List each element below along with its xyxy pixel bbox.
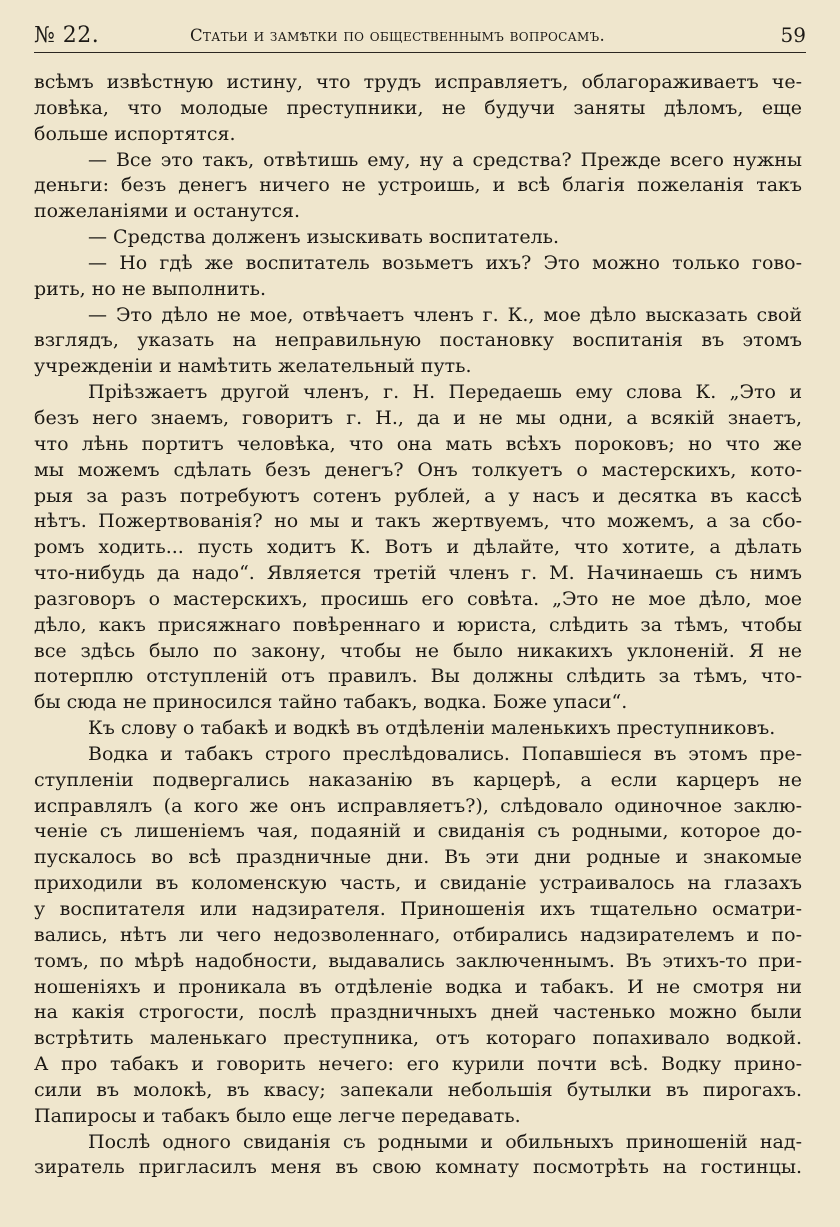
- text-line: рыя за разъ потребуютъ сотенъ рублей, а у насъ и десятка въ кассѣ: [34, 484, 802, 507]
- text-line: на какія строгости, послѣ праздничныхъ дней частенько можно были: [34, 1001, 802, 1024]
- text-line: что-нибудь да надо“. Является третій членъ г. М. Начинаешь съ нимъ: [34, 562, 802, 585]
- text-line: пожеланіями и останутся.: [34, 200, 301, 223]
- text-line: вались, нѣтъ ли чего недозволеннаго, отбирались надзирателемъ и по-: [34, 923, 802, 946]
- text-line: безъ него знаемъ, говоритъ г. Н., да и не мы одни, а всякій знаетъ,: [34, 406, 802, 429]
- text-line: ношеніяхъ и проникала въ отдѣленіе водка и табакъ. И не смотря ни: [34, 975, 802, 998]
- text-line: встрѣтить маленькаго преступника, отъ котораго попахивало водкой.: [34, 1027, 802, 1050]
- text-line: потерплю отступленій отъ правилъ. Вы должны слѣдить за тѣмъ, что-: [34, 665, 802, 688]
- article-body: [34, 70, 802, 1181]
- text-line: приходили въ коломенскую часть, и свиданіе устраивалось на глазахъ: [34, 872, 802, 895]
- page-number: 59: [780, 23, 806, 47]
- text-line: мы можемъ сдѣлать безъ денегъ? Онъ толкуетъ о мастерскихъ, кото-: [34, 458, 802, 481]
- text-line: Папиросы и табакъ было еще легче передавать.: [34, 1104, 521, 1127]
- text-line: у воспитателя или надзирателя. Приношенія ихъ тщательно осматри-: [34, 898, 802, 920]
- text-line: ченіе съ лишеніемъ чая, подаяній и свиданія съ родными, которое до-: [34, 820, 802, 843]
- text-line: — Это дѣло не мое, отвѣчаетъ членъ г. К., мое дѣло высказать свой: [88, 303, 802, 326]
- text-line: все здѣсь было по закону, чтобы не было никакихъ уклоненій. Я не: [34, 639, 802, 662]
- text-line: Къ слову о табакѣ и водкѣ въ отдѣленіи маленькихъ преступниковъ.: [88, 717, 776, 740]
- text-line: зиратель пригласилъ меня въ свою комнату посмотрѣть на гостинцы.: [34, 1156, 802, 1179]
- text-line: дѣло, какъ присяжнаго повѣреннаго и юриста, слѣдить за тѣмъ, чтобы: [34, 613, 802, 636]
- running-title: Статьи и замѣтки по общественнымъ вопросамъ.: [190, 26, 606, 45]
- text-line: деньги: безъ денегъ ничего не устроишь, и всѣ благія пожеланія такъ: [34, 174, 802, 197]
- text-line: учрежденіи и намѣтить желательный путь.: [34, 355, 472, 378]
- issue-number: № 22.: [34, 23, 100, 48]
- text-line: — Средства долженъ изыскивать воспитатель.: [88, 226, 560, 249]
- text-line: томъ, по мѣрѣ надобности, выдавались заключеннымъ. Въ этихъ-то при-: [34, 949, 802, 972]
- text-line: — Все это такъ, отвѣтишь ему, ну а средства? Прежде всего нужны: [88, 148, 802, 171]
- text-line: рить, но не выполнить.: [34, 277, 267, 300]
- text-line: ромъ ходить... пусть ходитъ К. Вотъ и дѣлайте, что хотите, а дѣлать: [34, 536, 802, 559]
- text-line: сили въ молокѣ, въ квасу; запекали небольшія бутылки въ пирогахъ.: [34, 1078, 802, 1101]
- text-line: — Но гдѣ же воспитатель возьметъ ихъ? Это можно только гово-: [88, 251, 802, 274]
- text-line: разговоръ о мастерскихъ, просишь его совѣта. „Это не мое дѣло, мое: [34, 587, 802, 610]
- text-line: Водка и табакъ строго преслѣдовались. Попавшіеся въ этомъ пре-: [88, 742, 802, 765]
- text-line: что лѣнь портитъ человѣка, что она мать всѣхъ пороковъ; но что же: [34, 432, 802, 455]
- text-line: Пріѣзжаетъ другой членъ, г. Н. Передаешь ему слова К. „Это и: [88, 381, 802, 404]
- text-line: А про табакъ и говорить нечего: его курили почти всѣ. Водку прино-: [34, 1053, 802, 1076]
- text-line: больше испортятся.: [34, 122, 236, 145]
- text-line: нѣтъ. Пожертвованія? но мы и такъ жертвуемъ, что можемъ, а за сбо-: [34, 510, 802, 533]
- text-line: всѣмъ извѣстную истину, что трудъ исправляетъ, облагораживаетъ че-: [34, 71, 802, 93]
- text-line: взглядъ, указать на неправильную постановку воспитанія въ этомъ: [34, 329, 802, 352]
- text-line: ступленіи подвергались наказанію въ карцерѣ, а если карцеръ не: [34, 768, 802, 791]
- running-header: [34, 18, 806, 53]
- text-line: бы сюда не приносился тайно табакъ, водка. Боже упаси“.: [34, 691, 628, 714]
- text-line: Послѣ одного свиданія съ родными и обильныхъ приношеній над-: [88, 1130, 802, 1153]
- text-line: ловѣка, что молодые преступники, не будучи заняты дѣломъ, еще: [34, 96, 802, 119]
- text-line: исправлялъ (а кого же онъ исправляетъ?), слѣдовало одиночное заклю-: [34, 794, 802, 817]
- text-line: пускалось во всѣ праздничные дни. Въ эти дни родные и знакомые: [34, 846, 802, 869]
